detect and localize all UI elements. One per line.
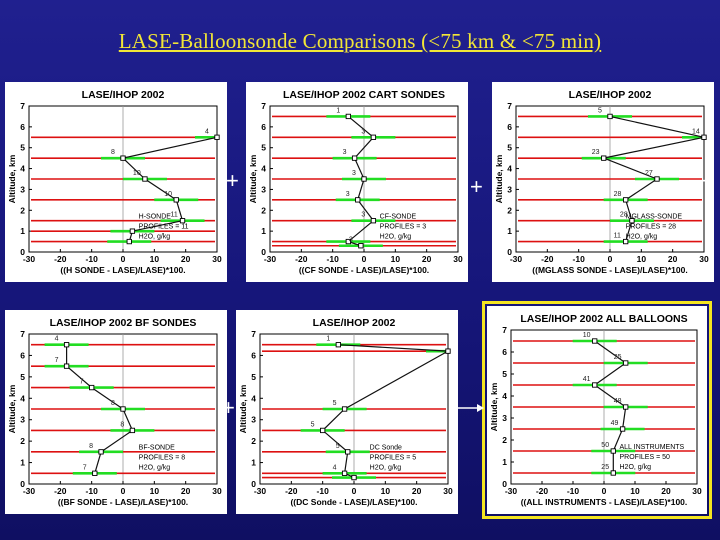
x-tick-label: 10 (636, 254, 647, 264)
data-point (362, 177, 366, 181)
count-label: 28 (619, 211, 628, 219)
y-tick-label: 7 (20, 101, 25, 111)
legend-entry: PROFILES = 50 (619, 453, 670, 461)
x-tick-label: 0 (351, 486, 357, 496)
count-label: 11 (170, 211, 178, 219)
count-label: 41 (582, 376, 591, 383)
count-label: 49 (610, 420, 619, 427)
count-label: 3 (342, 149, 347, 157)
chart-dc-sonde (236, 310, 458, 514)
chart-cart-sondes (246, 82, 468, 282)
x-tick-label: 10 (390, 254, 401, 264)
legend-entry: H2O, g/kg (625, 233, 658, 241)
plus-symbol-4: + (222, 395, 235, 420)
count-label: 3 (352, 170, 356, 177)
x-tick-label: -30 (22, 254, 36, 264)
count-label: 7 (79, 378, 84, 386)
y-tick-label: 5 (20, 371, 25, 382)
x-tick-label: 0 (361, 254, 367, 264)
y-tick-label: 5 (261, 142, 266, 153)
y-tick-label: 0 (20, 247, 25, 257)
data-point (121, 407, 125, 411)
legend-entry: H2O, g/kg (619, 463, 652, 471)
data-point (336, 343, 340, 347)
page-title: LASE-Balloonsonde Comparisons (<75 km & <75 min) (118, 29, 602, 53)
count-label: 27 (645, 170, 653, 177)
x-tick-label: 30 (699, 254, 709, 264)
y-tick-label: 1 (20, 226, 25, 237)
x-tick-label: 10 (149, 486, 160, 496)
count-label: 5 (598, 107, 602, 115)
x-tick-label: -30 (22, 486, 36, 496)
y-tick-label: 6 (261, 121, 266, 132)
data-point (346, 114, 350, 118)
data-point (320, 428, 324, 432)
y-tick-label: 3 (20, 414, 25, 425)
y-tick-label: 4 (20, 393, 25, 404)
y-tick-label: 2 (20, 436, 25, 447)
count-label: 1 (336, 107, 341, 115)
count-label: 7 (82, 464, 87, 472)
x-tick-label: 20 (180, 254, 191, 264)
y-axis-label: Altitude, km (238, 384, 248, 434)
y-tick-label: 4 (502, 391, 507, 401)
count-label: 4 (205, 128, 209, 136)
y-tick-label: 6 (502, 347, 507, 357)
x-tick-label: 30 (453, 254, 463, 264)
count-label: 10 (164, 190, 173, 198)
x-tick-label: -30 (509, 254, 523, 264)
x-tick-label: -10 (85, 254, 98, 264)
y-tick-label: 1 (502, 457, 507, 467)
y-tick-label: 0 (20, 479, 25, 489)
y-tick-label: 6 (20, 121, 25, 132)
y-tick-label: 0 (261, 247, 266, 257)
data-point (127, 239, 131, 243)
x-tick-label: -20 (54, 486, 67, 496)
data-point (121, 156, 125, 160)
x-tick-label: 10 (149, 254, 160, 264)
x-tick-label: -30 (253, 486, 267, 496)
all-balloons-highlight-frame (482, 301, 712, 519)
x-tick-label: 10 (380, 486, 391, 496)
legend-entry: ALL INSTRUMENTS (619, 443, 685, 451)
series-line (345, 116, 373, 245)
y-tick-label: 3 (502, 413, 507, 423)
y-tick-label: 1 (251, 457, 256, 468)
data-point (99, 450, 103, 454)
x-tick-label: 30 (692, 486, 702, 496)
chart-title: LASE/IHOP 2002 ALL BALLOONS (520, 313, 688, 325)
x-axis-label: ((CF SONDE - LASE)/LASE)*100. (298, 265, 430, 275)
y-tick-label: 5 (20, 142, 25, 153)
x-tick-label: -10 (85, 486, 98, 496)
x-tick-label: -30 (504, 486, 518, 496)
legend-entry: CF-SONDE (379, 213, 417, 221)
y-tick-label: 5 (507, 142, 512, 153)
count-label: 48 (613, 398, 622, 405)
data-point (446, 349, 450, 353)
count-label: 25 (601, 464, 610, 471)
plus-symbol-2: + (470, 174, 483, 199)
y-tick-label: 7 (251, 329, 256, 339)
legend-entry: PROFILES = 28 (625, 223, 677, 231)
data-point (143, 177, 147, 181)
legend-entry: H2O, g/kg (379, 233, 412, 241)
count-label: 5 (332, 400, 337, 407)
y-tick-label: 4 (20, 163, 25, 174)
y-tick-label: 2 (502, 435, 507, 445)
legend-entry: H2O, g/kg (138, 464, 171, 472)
data-point (608, 114, 612, 118)
chart-bf-sondes (5, 310, 227, 514)
data-point (180, 219, 184, 223)
y-tick-label: 0 (251, 479, 256, 489)
chart-h-sonde (5, 82, 227, 282)
data-point (342, 471, 346, 475)
legend-entry: PROFILES = 3 (379, 223, 427, 231)
count-label: 8 (111, 149, 115, 157)
count-label: 3 (348, 236, 353, 244)
x-tick-label: 30 (212, 254, 222, 264)
data-point (342, 407, 346, 411)
legend-entry: H-SONDE (138, 213, 171, 221)
y-tick-label: 2 (507, 205, 512, 216)
data-point (371, 219, 375, 223)
count-label: 3 (361, 211, 366, 219)
x-tick-label: -20 (285, 486, 298, 496)
plus-symbol-3: + (702, 168, 715, 193)
count-label: 3 (361, 128, 366, 136)
x-axis-label: ((DC Sonde - LASE)/LASE)*100. (290, 497, 418, 507)
y-tick-label: 3 (20, 184, 25, 195)
data-point (352, 156, 356, 160)
x-axis-label: ((MGLASS SONDE - LASE)/LASE)*100. (532, 265, 688, 275)
count-label: 10 (132, 170, 141, 177)
count-label: 5 (335, 442, 340, 450)
y-tick-label: 7 (507, 101, 512, 111)
y-tick-label: 1 (20, 457, 25, 468)
legend-entry: PROFILES = 11 (138, 223, 189, 231)
legend-entry: MGLASS-SONDE (625, 213, 683, 221)
x-tick-label: -10 (316, 486, 329, 496)
y-tick-label: 5 (502, 369, 507, 379)
y-tick-label: 7 (261, 101, 266, 111)
x-tick-label: -10 (572, 254, 585, 264)
y-tick-label: 2 (251, 436, 256, 447)
chart-title: LASE/IHOP 2002 (568, 89, 652, 101)
x-tick-label: -10 (326, 254, 339, 264)
chart-mglass-sonde (492, 82, 714, 282)
y-tick-label: 7 (20, 329, 25, 339)
y-tick-label: 4 (507, 163, 512, 174)
y-tick-label: 0 (502, 479, 507, 489)
count-label: 5 (310, 421, 315, 429)
y-tick-label: 0 (507, 247, 512, 257)
x-tick-label: 0 (120, 486, 126, 496)
x-tick-label: -20 (54, 254, 67, 264)
legend-entry: H2O, g/kg (138, 233, 171, 241)
data-point (623, 198, 627, 202)
data-point (130, 428, 134, 432)
count-label: 10 (582, 332, 591, 339)
data-point (602, 156, 606, 160)
count-label: 8 (111, 400, 115, 407)
count-label: 28 (613, 190, 622, 198)
data-point (174, 198, 178, 202)
x-tick-label: -20 (295, 254, 308, 264)
y-tick-label: 5 (251, 371, 256, 382)
x-tick-label: -10 (566, 486, 580, 496)
data-point (64, 364, 68, 368)
x-axis-label: ((H SONDE - LASE)/LASE)*100. (60, 265, 186, 275)
x-tick-label: 20 (421, 254, 432, 264)
legend-entry: PROFILES = 8 (138, 454, 186, 462)
x-tick-label: 20 (180, 486, 191, 496)
count-label: 7 (54, 357, 59, 365)
y-tick-label: 4 (261, 163, 266, 174)
legend-entry: H2O, g/kg (369, 464, 402, 472)
data-point (371, 135, 375, 139)
data-point (352, 475, 356, 479)
y-axis-label: Altitude, km (494, 154, 504, 204)
y-tick-label: 3 (251, 414, 256, 425)
data-point (130, 229, 134, 233)
y-axis-label: Altitude, km (489, 382, 499, 432)
data-point (89, 385, 93, 389)
plus-symbol-1: + (226, 168, 239, 193)
count-label: 14 (692, 128, 700, 136)
y-tick-label: 4 (251, 393, 256, 404)
data-point (356, 198, 360, 202)
y-axis-label: Altitude, km (7, 154, 17, 204)
x-tick-label: 20 (411, 486, 422, 496)
y-axis-label: Altitude, km (7, 384, 17, 434)
y-tick-label: 3 (261, 184, 266, 195)
count-label: 4 (332, 464, 337, 472)
chart-title: LASE/IHOP 2002 (312, 317, 396, 329)
y-tick-label: 1 (261, 226, 266, 237)
x-tick-label: 30 (443, 486, 453, 496)
x-tick-label: 0 (601, 486, 607, 496)
y-tick-label: 2 (20, 205, 25, 216)
count-label: 3 (345, 190, 350, 198)
x-axis-label: ((BF SONDE - LASE)/LASE)*100. (57, 497, 189, 507)
chart-title: LASE/IHOP 2002 CART SONDES (282, 89, 446, 101)
x-tick-label: 30 (212, 486, 222, 496)
x-tick-label: 10 (630, 486, 640, 496)
y-tick-label: 6 (251, 350, 256, 361)
y-tick-label: 7 (502, 325, 507, 335)
count-label: 1 (326, 335, 331, 343)
y-tick-label: 2 (261, 205, 266, 216)
data-point (655, 177, 659, 181)
x-tick-label: -20 (535, 486, 549, 496)
data-point (702, 135, 706, 139)
x-tick-label: 0 (607, 254, 613, 264)
x-tick-label: 0 (120, 254, 126, 264)
data-point (215, 135, 219, 139)
count-label: 23 (591, 149, 600, 157)
x-tick-label: -30 (263, 254, 277, 264)
data-point (346, 450, 350, 454)
y-tick-label: 3 (507, 184, 512, 195)
x-tick-label: 20 (667, 254, 678, 264)
legend-entry: BF-SONDE (138, 444, 175, 452)
y-tick-label: 1 (507, 226, 512, 237)
y-axis-label: Altitude, km (248, 154, 258, 204)
chart-title: LASE/IHOP 2002 (81, 89, 165, 101)
count-label: 8 (120, 421, 125, 429)
legend-entry: PROFILES = 5 (369, 454, 417, 462)
legend-entry: DC Sonde (369, 444, 402, 452)
data-point (64, 343, 68, 347)
count-label: 4 (54, 335, 59, 343)
y-tick-label: 6 (507, 121, 512, 132)
data-point (93, 471, 97, 475)
x-tick-label: 20 (661, 486, 671, 496)
arrow-to-all-balloons (455, 400, 485, 416)
x-tick-label: -20 (541, 254, 554, 264)
count-label: 8 (89, 442, 93, 450)
x-axis-label: ((ALL INSTRUMENTS - LASE)/LASE)*100. (520, 497, 688, 507)
chart-title: LASE/IHOP 2002 BF SONDES (49, 317, 197, 329)
y-tick-label: 6 (20, 350, 25, 361)
count-label: 50 (601, 442, 610, 449)
count-label: 11 (613, 232, 621, 240)
data-point (359, 244, 363, 248)
count-label: 25 (613, 354, 622, 361)
